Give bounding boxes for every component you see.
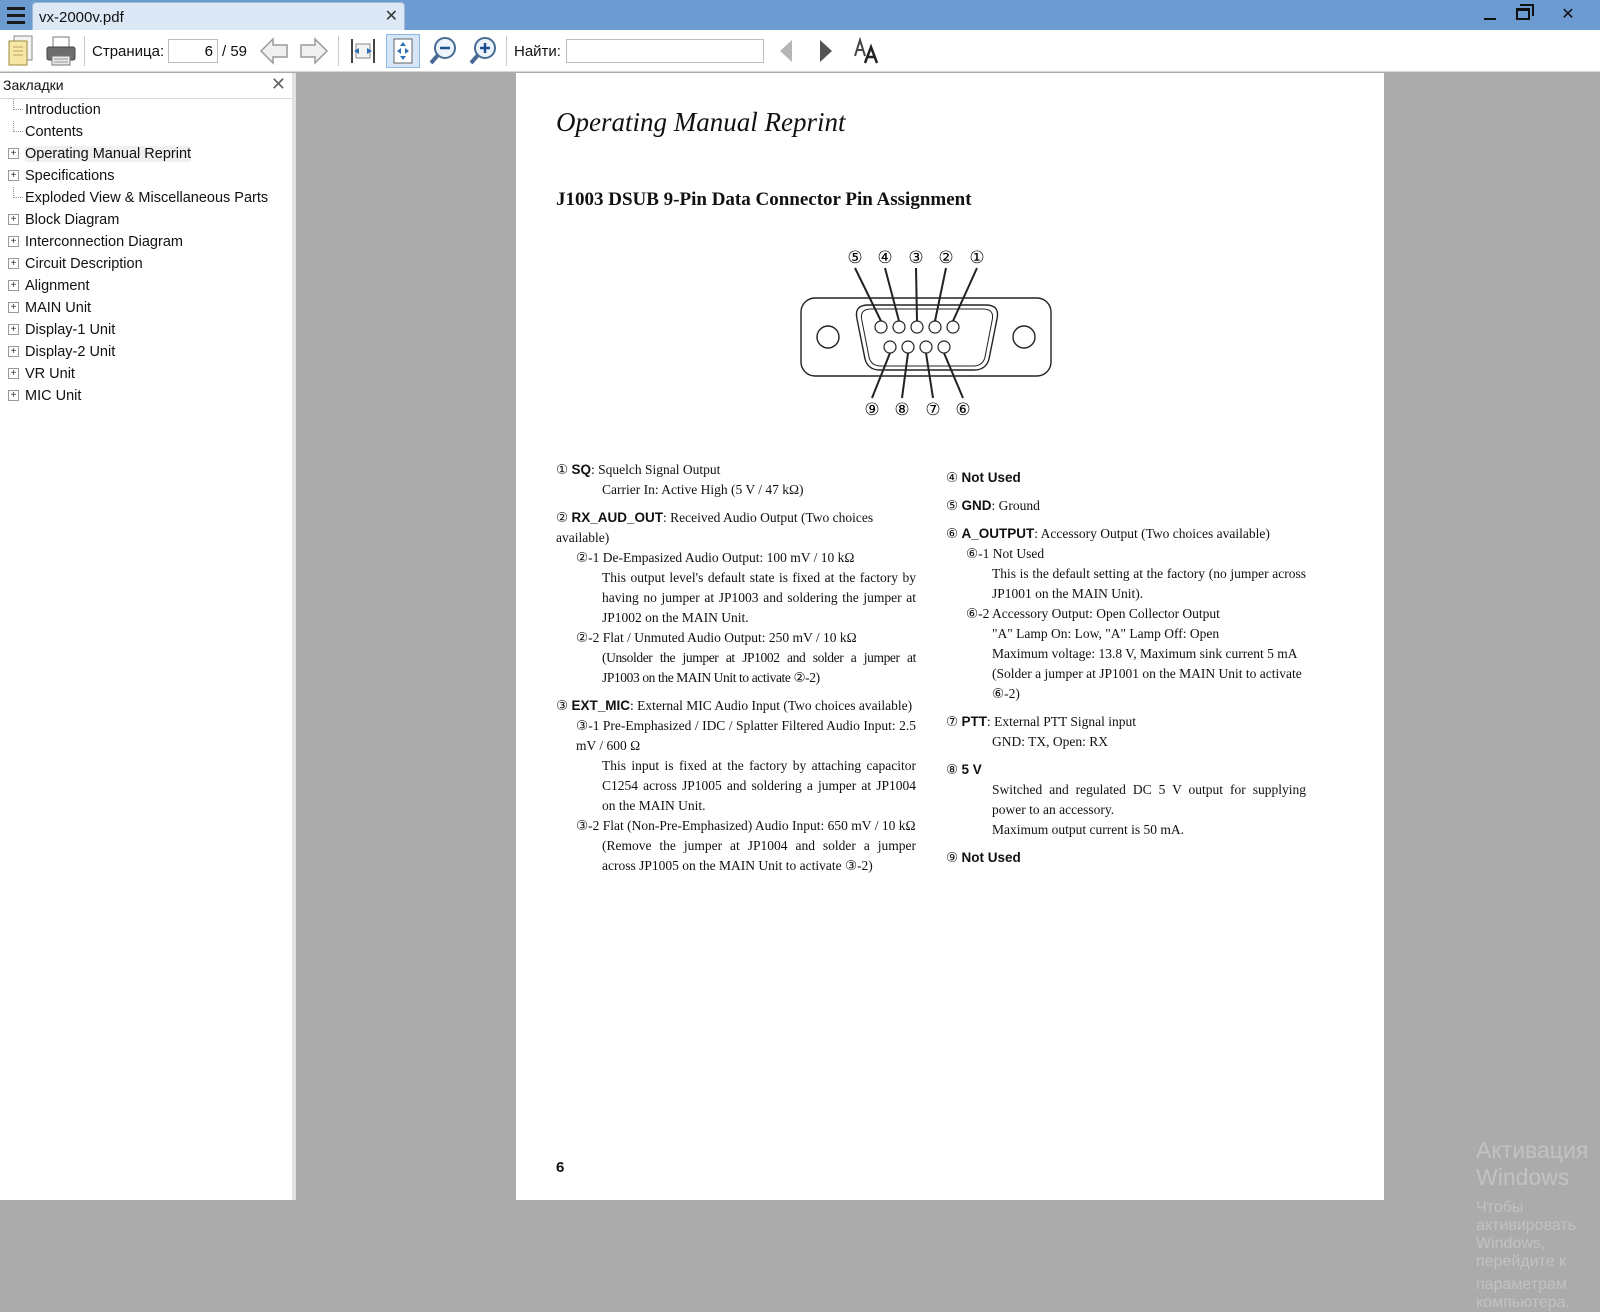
- toolbar-separator: [338, 36, 339, 66]
- pin-detail: "A" Lamp On: Low, "A" Lamp Off: Open: [992, 626, 1220, 641]
- pin-leader-line: [885, 268, 899, 321]
- pin-detail: GND: TX, Open: RX: [992, 734, 1108, 749]
- expand-icon[interactable]: +: [8, 236, 19, 247]
- pin-detail: Maximum output current is 50 mA.: [992, 822, 1184, 837]
- document-viewport[interactable]: [300, 73, 1600, 1311]
- pin-number: ⑤: [946, 498, 959, 513]
- fit-width-icon: [349, 36, 377, 66]
- pin-name: A_OUTPUT: [961, 526, 1035, 541]
- pin-detail: Maximum voltage: 13.8 V, Maximum sink current 5 mA: [992, 646, 1298, 661]
- tab-close-icon[interactable]: ✕: [384, 8, 398, 25]
- pin-name: 5 V: [961, 762, 982, 777]
- printer-icon: [44, 34, 78, 68]
- bookmark-label: Interconnection Diagram: [25, 234, 183, 250]
- zoom-out-button[interactable]: [428, 30, 460, 72]
- bookmark-item[interactable]: [0, 121, 292, 143]
- pin-hole: [947, 321, 959, 333]
- expand-icon[interactable]: +: [8, 214, 19, 225]
- pin-5-entry: [946, 496, 1306, 516]
- expand-icon[interactable]: +: [8, 346, 19, 357]
- mounting-hole-right: [1013, 326, 1035, 348]
- bookmark-tree: [0, 99, 292, 407]
- pin-detail: (Remove the jumper at JP1004 and solder a jumper across JP1005 on the MAIN Unit to activate ③-2): [602, 838, 916, 873]
- pin-option: ②-2 Flat / Unmuted Audio Output: 250 mV / 10 kΩ: [576, 630, 857, 645]
- expand-icon[interactable]: +: [8, 280, 19, 291]
- bookmark-label: MAIN Unit: [25, 300, 92, 316]
- pin-name: RX_AUD_OUT: [571, 510, 663, 525]
- pin-option: ③-1 Pre-Emphasized / IDC / Splatter Filtered Audio Input: 2.5 mV / 600 Ω: [576, 718, 916, 753]
- pin-name: Not Used: [961, 470, 1021, 485]
- pin-label-top: ③: [908, 248, 924, 268]
- pin-label-top: ①: [969, 248, 985, 268]
- bookmarks-header: [0, 73, 292, 99]
- minimize-icon: [1484, 18, 1496, 20]
- expand-icon[interactable]: +: [8, 148, 19, 159]
- expand-icon[interactable]: +: [8, 302, 19, 313]
- bookmarks-close-icon[interactable]: ✕: [270, 74, 286, 94]
- pin-2-entry: [556, 508, 916, 688]
- bookmarks-panel: [0, 73, 296, 1200]
- pin-label-top: ⑤: [847, 248, 863, 268]
- page-number: 6: [556, 1159, 565, 1176]
- pin-1-entry: [556, 460, 916, 500]
- toolbar: [0, 30, 1600, 72]
- pin-detail: Switched and regulated DC 5 V output for supplying power to an accessory.: [992, 782, 1306, 817]
- next-page-button[interactable]: [298, 30, 330, 72]
- zoom-in-button[interactable]: [468, 30, 500, 72]
- pin-description: : Received Audio Output (Two choices available): [556, 510, 874, 545]
- pin-description: : External PTT Signal input: [986, 714, 1136, 729]
- pin-hole: [875, 321, 887, 333]
- windows-activation-watermark: [1476, 1137, 1600, 1312]
- fit-page-button[interactable]: [386, 30, 420, 72]
- mounting-hole-left: [817, 326, 839, 348]
- pin-name: SQ: [571, 462, 591, 477]
- pin-list-left-column: [556, 460, 916, 884]
- bookmark-label: VR Unit: [25, 366, 75, 382]
- expand-icon[interactable]: +: [8, 368, 19, 379]
- pin-description: : External MIC Audio Input (Two choices available): [630, 698, 913, 713]
- pin-4-entry: [946, 468, 1306, 488]
- arrow-left-icon: [258, 36, 290, 66]
- pin-leader-line: [935, 268, 946, 321]
- pin-detail: Carrier In: Active High (5 V / 47 kΩ): [602, 482, 804, 497]
- find-previous-button[interactable]: [776, 30, 796, 72]
- pin-option: ⑥-1 Not Used: [966, 546, 1045, 561]
- pin-leader-line: [855, 268, 881, 321]
- bookmark-label: Exploded View & Miscellaneous Parts: [25, 190, 269, 206]
- document-tab[interactable]: [32, 2, 405, 30]
- bookmark-item[interactable]: [0, 319, 292, 341]
- triangle-right-icon: [816, 36, 836, 66]
- pin-number: ②: [556, 510, 569, 525]
- open-file-button[interactable]: [6, 30, 36, 72]
- expand-icon[interactable]: +: [8, 170, 19, 181]
- pin-name: PTT: [961, 714, 987, 729]
- zoom-out-icon: [428, 35, 460, 67]
- tab-title: vx-2000v.pdf: [39, 9, 124, 26]
- bookmarks-title: Закладки: [3, 77, 64, 93]
- previous-page-button[interactable]: [258, 30, 290, 72]
- expand-icon[interactable]: +: [8, 324, 19, 335]
- bookmark-label: Display-1 Unit: [25, 322, 116, 338]
- bookmark-label: MIC Unit: [25, 388, 82, 404]
- page-label: Страница:: [92, 42, 165, 60]
- pin-name: EXT_MIC: [571, 698, 630, 713]
- pin-list-right-column: [946, 468, 1306, 876]
- bookmark-item[interactable]: [0, 209, 292, 231]
- page-total: / 59: [222, 42, 248, 60]
- watermark-line: параметрам компьютера.: [1476, 1276, 1571, 1311]
- expand-icon[interactable]: +: [8, 258, 19, 269]
- pin-number: ⑧: [946, 762, 959, 777]
- tree-connector-icon: [13, 121, 23, 132]
- bookmark-item[interactable]: [0, 341, 292, 363]
- match-case-icon: [852, 36, 882, 66]
- bookmark-label: Block Diagram: [25, 212, 120, 228]
- pin-label-bottom: ⑨: [864, 400, 880, 420]
- triangle-left-icon: [776, 36, 796, 66]
- tree-connector-icon: [13, 99, 23, 110]
- pin-hole: [893, 321, 905, 333]
- pin-label-bottom: ⑧: [894, 400, 910, 420]
- arrow-right-icon: [298, 36, 330, 66]
- bookmark-item[interactable]: [0, 297, 292, 319]
- pin-hole: [929, 321, 941, 333]
- search-label: Найти:: [514, 42, 561, 60]
- tree-connector-icon: [13, 187, 23, 198]
- pin-description: : Ground: [991, 498, 1040, 513]
- pin-label-top: ②: [938, 248, 954, 268]
- bookmark-item[interactable]: [0, 231, 292, 253]
- pin-3-entry: [556, 696, 916, 876]
- hamburger-menu-icon[interactable]: [2, 2, 30, 28]
- pin-leader-line: [916, 268, 917, 321]
- pin-detail: (Solder a jumper at JP1001 on the MAIN Unit to activate ⑥-2): [992, 666, 1302, 701]
- maximize-button[interactable]: [1503, 0, 1543, 28]
- expand-icon[interactable]: +: [8, 390, 19, 401]
- open-file-icon: [6, 34, 36, 68]
- pin-label-bottom: ⑦: [925, 400, 941, 420]
- pin-option: ③-2 Flat (Non-Pre-Emphasized) Audio Input: 650 mV / 10 kΩ: [576, 818, 916, 833]
- print-button[interactable]: [44, 30, 78, 72]
- pin-leader-line: [953, 268, 977, 321]
- pin-number: ①: [556, 462, 569, 477]
- bookmark-item[interactable]: [0, 363, 292, 385]
- pin-name: Not Used: [961, 850, 1021, 865]
- pin-detail: This is the default setting at the factory (no jumper across JP1001 on the MAIN Unit).: [992, 566, 1306, 601]
- watermark-line: Чтобы активировать Windows, перейдите к: [1476, 1199, 1577, 1270]
- bookmark-label: Contents: [25, 124, 84, 140]
- pin-option: ⑥-2 Accessory Output: Open Collector Output: [966, 606, 1220, 621]
- bookmark-label: Circuit Description: [25, 256, 143, 272]
- pin-number: ⑥: [946, 526, 959, 541]
- pin-label-bottom: ⑥: [955, 400, 971, 420]
- find-next-button[interactable]: [816, 30, 836, 72]
- search-input[interactable]: [566, 39, 764, 63]
- pin-option: ②-1 De-Empasized Audio Output: 100 mV / 10 kΩ: [576, 550, 855, 565]
- pin-detail: This input is fixed at the factory by attaching capacitor C1254 across JP1005 and soldering a jumper at JP1004 on the MAIN Unit.: [602, 758, 916, 813]
- bookmark-item[interactable]: [0, 143, 292, 165]
- bookmark-item[interactable]: [0, 187, 292, 209]
- section-heading: J1003 DSUB 9-Pin Data Connector Pin Assignment: [556, 189, 972, 210]
- pin-number: ⑨: [946, 850, 959, 865]
- bookmark-label: Display-2 Unit: [25, 344, 116, 360]
- restore-icon: [1516, 8, 1530, 20]
- pin-7-entry: [946, 712, 1306, 752]
- toolbar-separator: [84, 36, 85, 66]
- watermark-title: Активация Windows: [1476, 1137, 1589, 1190]
- pin-number: ③: [556, 698, 569, 713]
- pin-detail: This output level's default state is fixed at the factory by having no jumper at JP1003 and soldering the jumper at JP1002 on the MAIN Unit.: [602, 570, 916, 625]
- pin-hole: [902, 341, 914, 353]
- bookmark-item[interactable]: [0, 165, 292, 187]
- close-window-button[interactable]: ✕: [1561, 6, 1575, 23]
- bookmark-item[interactable]: [0, 253, 292, 275]
- pin-8-entry: [946, 760, 1306, 840]
- pin-name: GND: [961, 498, 992, 513]
- match-case-button[interactable]: [852, 30, 882, 72]
- toolbar-separator: [506, 36, 507, 66]
- bookmark-item[interactable]: [0, 385, 292, 407]
- pin-6-entry: [946, 524, 1306, 704]
- pin-hole: [920, 341, 932, 353]
- bookmark-label: Introduction: [25, 102, 101, 118]
- bookmark-item[interactable]: [0, 99, 292, 121]
- pin-number: ⑦: [946, 714, 959, 729]
- page-heading: Operating Manual Reprint: [556, 107, 846, 137]
- bookmark-label: Specifications: [25, 168, 115, 184]
- pin-description: : Squelch Signal Output: [591, 462, 721, 477]
- bookmark-label: Operating Manual Reprint: [25, 146, 192, 162]
- pin-hole: [911, 321, 923, 333]
- dsub-connector-diagram: [796, 243, 1066, 423]
- pin-hole: [884, 341, 896, 353]
- bookmark-label: Alignment: [25, 278, 90, 294]
- pin-description: : Accessory Output (Two choices available): [1034, 526, 1270, 541]
- bookmark-item[interactable]: [0, 275, 292, 297]
- pin-label-top: ④: [877, 248, 893, 268]
- pin-number: ④: [946, 470, 959, 485]
- pin-detail: (Unsolder the jumper at JP1002 and solder a jumper at JP1003 on the MAIN Unit to activate ②-2): [602, 650, 916, 685]
- zoom-in-icon: [468, 35, 500, 67]
- page-number-input[interactable]: [168, 39, 218, 63]
- pin-hole: [938, 341, 950, 353]
- pdf-page: [516, 73, 1384, 1200]
- pin-9-entry: [946, 848, 1306, 868]
- fit-page-icon: [390, 36, 416, 66]
- title-bar: [0, 0, 1600, 30]
- fit-width-button[interactable]: [346, 30, 380, 72]
